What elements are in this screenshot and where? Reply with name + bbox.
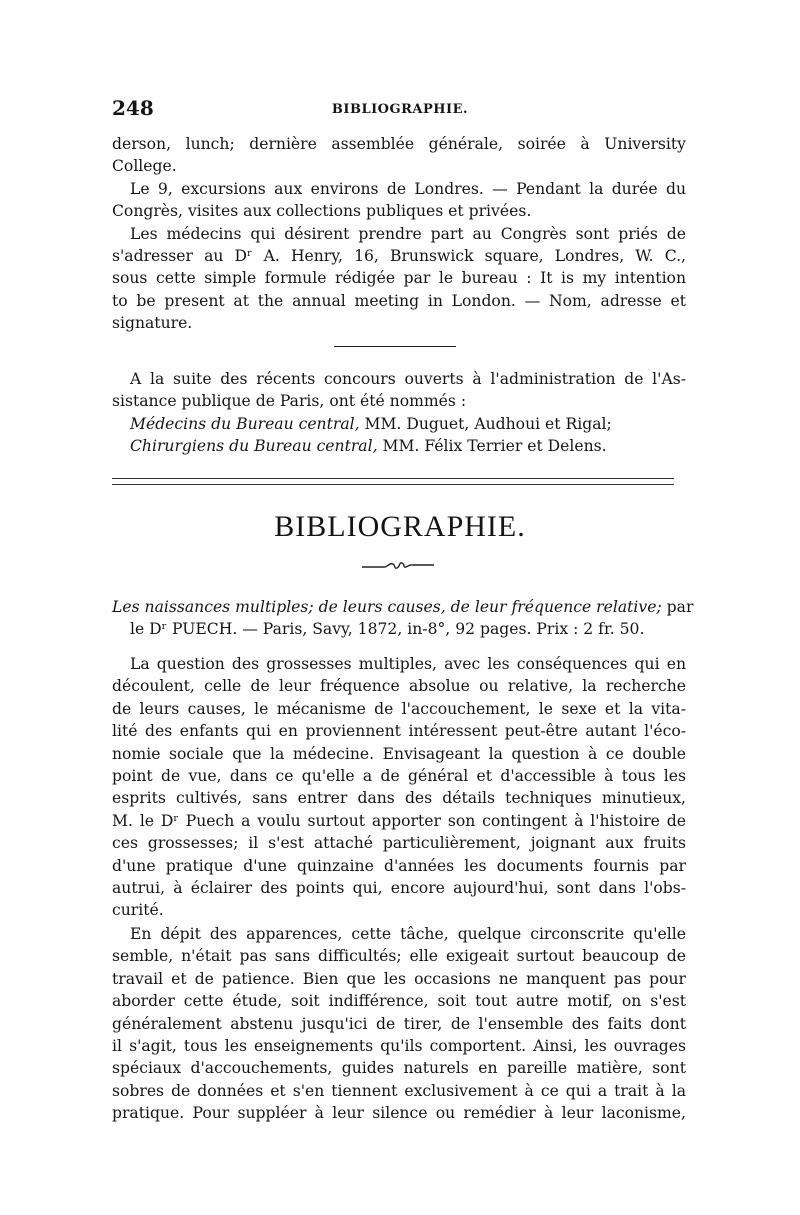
text-line: M. le Dʳ Puech a voulu surtout apporter son contingent à l'histoire de	[112, 811, 686, 830]
text-line: de leurs causes, le mécanisme de l'accouchement, le sexe et la vita-	[112, 699, 686, 718]
appointment-medecins	[112, 413, 686, 435]
text-line: A la suite des récents concours ouverts à l'administration de l'As-	[130, 370, 686, 388]
appointment-role: Médecins du Bureau central,	[130, 414, 360, 433]
text-line: d'une pratique d'une quinzaine d'années les documents fournis par	[112, 856, 686, 875]
ornament-flourish	[360, 558, 436, 572]
text-line: College.	[112, 157, 177, 176]
congress-notice	[112, 133, 686, 335]
running-head	[112, 96, 688, 126]
review-paragraph-2	[112, 923, 686, 1125]
text-line: travail et de patience. Bien que les occasions ne manquent pas pour	[112, 969, 686, 988]
text-line: esprits cultivés, sans entrer dans des détails techniques minutieux,	[112, 789, 686, 808]
text-line: Le 9, excursions aux environs de Londres. — Pendant la durée du	[130, 179, 686, 198]
text-line: to be present at the annual meeting in London. — Nom, adresse et	[112, 291, 686, 310]
text-line: sobres de données et s'en tiennent exclusivement à ce qui a trait à la	[112, 1081, 686, 1100]
section-divider	[334, 346, 456, 347]
reference-line: le Dʳ PUECH. — Paris, Savy, 1872, in-8°, 92 pages. Prix : 2 fr. 50.	[130, 620, 645, 639]
text-line: point de vue, dans ce qu'elle a de général et d'accessible à tous les	[112, 766, 686, 785]
appointments-notice	[112, 368, 686, 458]
text-line: sistance publique de Paris, ont été nommés :	[112, 392, 467, 411]
text-line: découlent, celle de leur fréquence absolue ou relative, la recherche	[112, 677, 686, 696]
text-line: pratique. Pour suppléer à leur silence ou remédier à leur laconisme,	[112, 1104, 686, 1123]
appointment-names: MM. Félix Terrier et Delens.	[377, 437, 607, 456]
page-number: 248	[112, 96, 154, 120]
appointment-chirurgiens	[112, 435, 686, 457]
text-line: aborder cette étude, soit indifférence, soit tout autre motif, on s'est	[112, 992, 686, 1011]
text-line: autrui, à éclairer des points qui, encore aujourd'hui, sont dans l'obs-	[112, 878, 686, 897]
text-line: semble, n'était pas sans difficultés; elle exigeait surtout beaucoup de	[112, 947, 686, 966]
text-line: il s'agit, tous les enseignements qu'ils comportent. Ainsi, les ouvrages	[112, 1036, 686, 1055]
appointment-role: Chirurgiens du Bureau central,	[130, 437, 378, 456]
text-line: généralement abstenu jusqu'ici de tirer, de l'ensemble des faits dont	[112, 1014, 686, 1033]
running-title: BIBLIOGRAPHIE.	[331, 102, 469, 117]
text-line: Les médecins qui désirent prendre part au Congrès sont priés de	[130, 224, 686, 243]
text-line: ces grossesses; il s'est attaché particulièrement, joignant aux fruits	[112, 834, 686, 853]
text-line: sous cette simple formule rédigée par le bureau : It is my intention	[112, 269, 686, 288]
book-reference	[112, 596, 694, 641]
text-line: nomie sociale que la médecine. Envisageant la question à ce double	[112, 744, 686, 763]
text-line: s'adresser au Dʳ A. Henry, 16, Brunswick square, Londres, W. C.,	[112, 246, 686, 265]
text-line: curité.	[112, 901, 164, 920]
text-line: lité des enfants qui en proviennent intéressent peut-être autant l'éco-	[112, 722, 686, 741]
appointment-names: MM. Duguet, Audhoui et Rigal;	[359, 414, 612, 433]
text-line: derson, lunch; dernière assemblée générale, soirée à University	[112, 135, 686, 153]
section-title: BIBLIOGRAPHIE.	[274, 510, 526, 543]
review-paragraph-1	[112, 653, 686, 922]
text-line: En dépit des apparences, cette tâche, quelque circonscrite qu'elle	[130, 925, 686, 943]
text-line: La question des grossesses multiples, avec les conséquences qui en	[130, 655, 686, 673]
book-title: Les naissances multiples; de leurs causes, de leur fréquence relative;	[112, 598, 662, 616]
reference-line	[112, 596, 694, 618]
text-line: spéciaux d'accouchements, guides naturels en pareille matière, sont	[112, 1059, 686, 1078]
text-line: Congrès, visites aux collections publiques et privées.	[112, 202, 532, 221]
reference-tail: par	[661, 598, 694, 616]
double-rule-divider	[112, 478, 674, 485]
text-line: signature.	[112, 314, 193, 333]
